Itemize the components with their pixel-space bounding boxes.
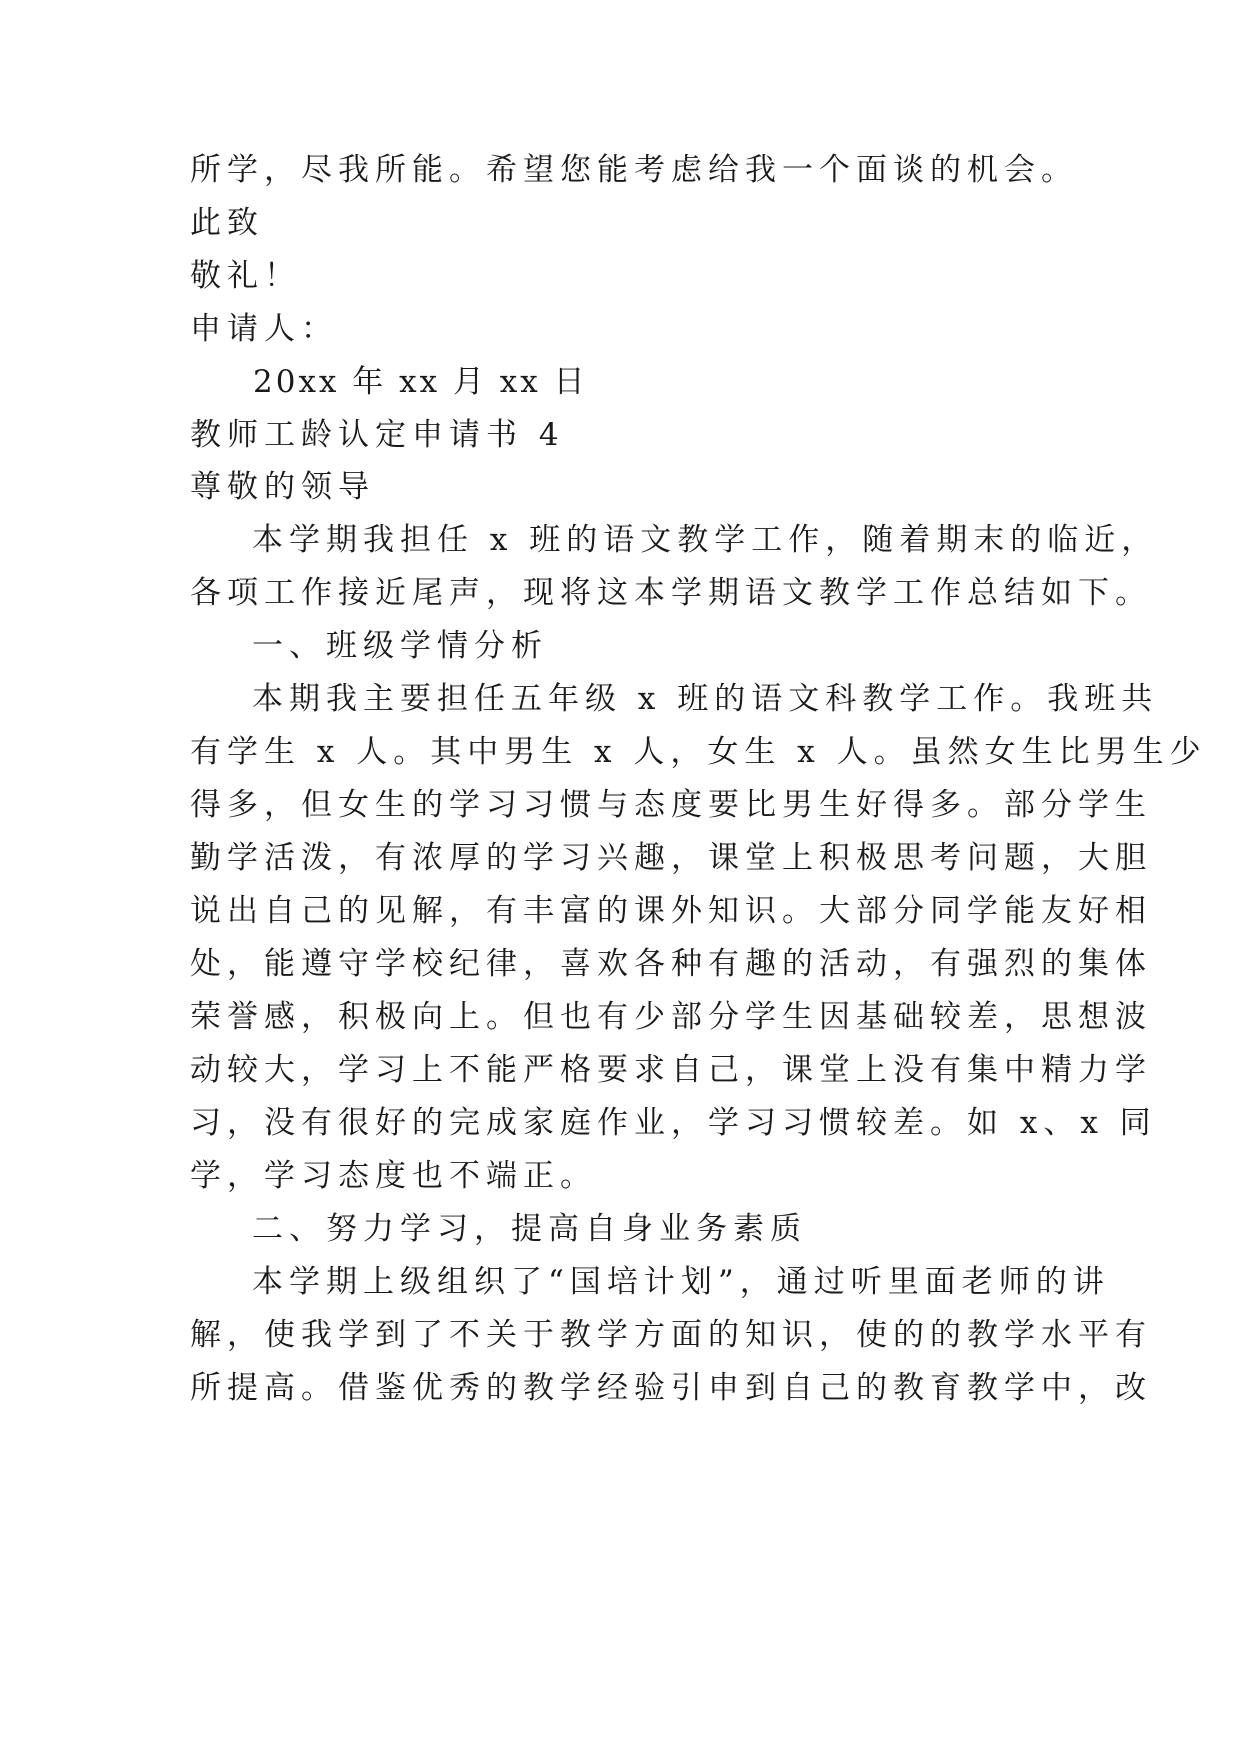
text-line: 处，能遵守学校纪律，喜欢各种有趣的活动，有强烈的集体 [190, 946, 1152, 982]
section-title: 教师工龄认定申请书 4 [190, 417, 565, 453]
section-heading: 一、班级学情分析 [252, 628, 548, 664]
applicant-label: 申请人： [190, 311, 338, 347]
text-line: 说出自己的见解，有丰富的课外知识。大部分同学能友好相 [190, 893, 1152, 929]
text-line: 习，没有很好的完成家庭作业，学习习惯较差。如 x、x 同 [190, 1105, 1157, 1141]
section-heading: 二、努力学习，提高自身业务素质 [252, 1211, 807, 1247]
text-line: 本学期上级组织了“国培计划”，通过听里面老师的讲 [252, 1264, 1110, 1300]
text-line: 学，学习态度也不端正。 [190, 1158, 597, 1194]
text-line: 解，使我学到了不关于教学方面的知识，使的的教学水平有 [190, 1317, 1152, 1353]
text-line: 得多，但女生的学习习惯与态度要比男生好得多。部分学生 [190, 787, 1152, 823]
text-line: 荣誉感，积极向上。但也有少部分学生因基础较差，思想波 [190, 999, 1152, 1035]
text-line: 勤学活泼，有浓厚的学习兴趣，课堂上积极思考问题，大胆 [190, 840, 1152, 876]
text-line: 所学，尽我所能。希望您能考虑给我一个面谈的机会。 [190, 152, 1078, 188]
text-line: 本期我主要担任五年级 x 班的语文科教学工作。我班共 [252, 681, 1159, 717]
closing-salutation: 此致 [190, 205, 264, 241]
date-line: 20xx 年 xx 月 xx 日 [253, 364, 588, 400]
greeting: 尊敬的领导 [190, 469, 375, 505]
text-line: 所提高。借鉴优秀的教学经验引申到自己的教育教学中，改 [190, 1370, 1152, 1406]
text-line: 本学期我担任 x 班的语文教学工作，随着期末的临近， [252, 522, 1159, 558]
text-line: 有学生 x 人。其中男生 x 人，女生 x 人。虽然女生比男生少 [190, 734, 1207, 770]
text-line: 动较大，学习上不能严格要求自己，课堂上没有集中精力学 [190, 1052, 1152, 1088]
text-line: 各项工作接近尾声，现将这本学期语文教学工作总结如下。 [190, 575, 1152, 611]
closing-respect: 敬礼！ [190, 258, 301, 294]
